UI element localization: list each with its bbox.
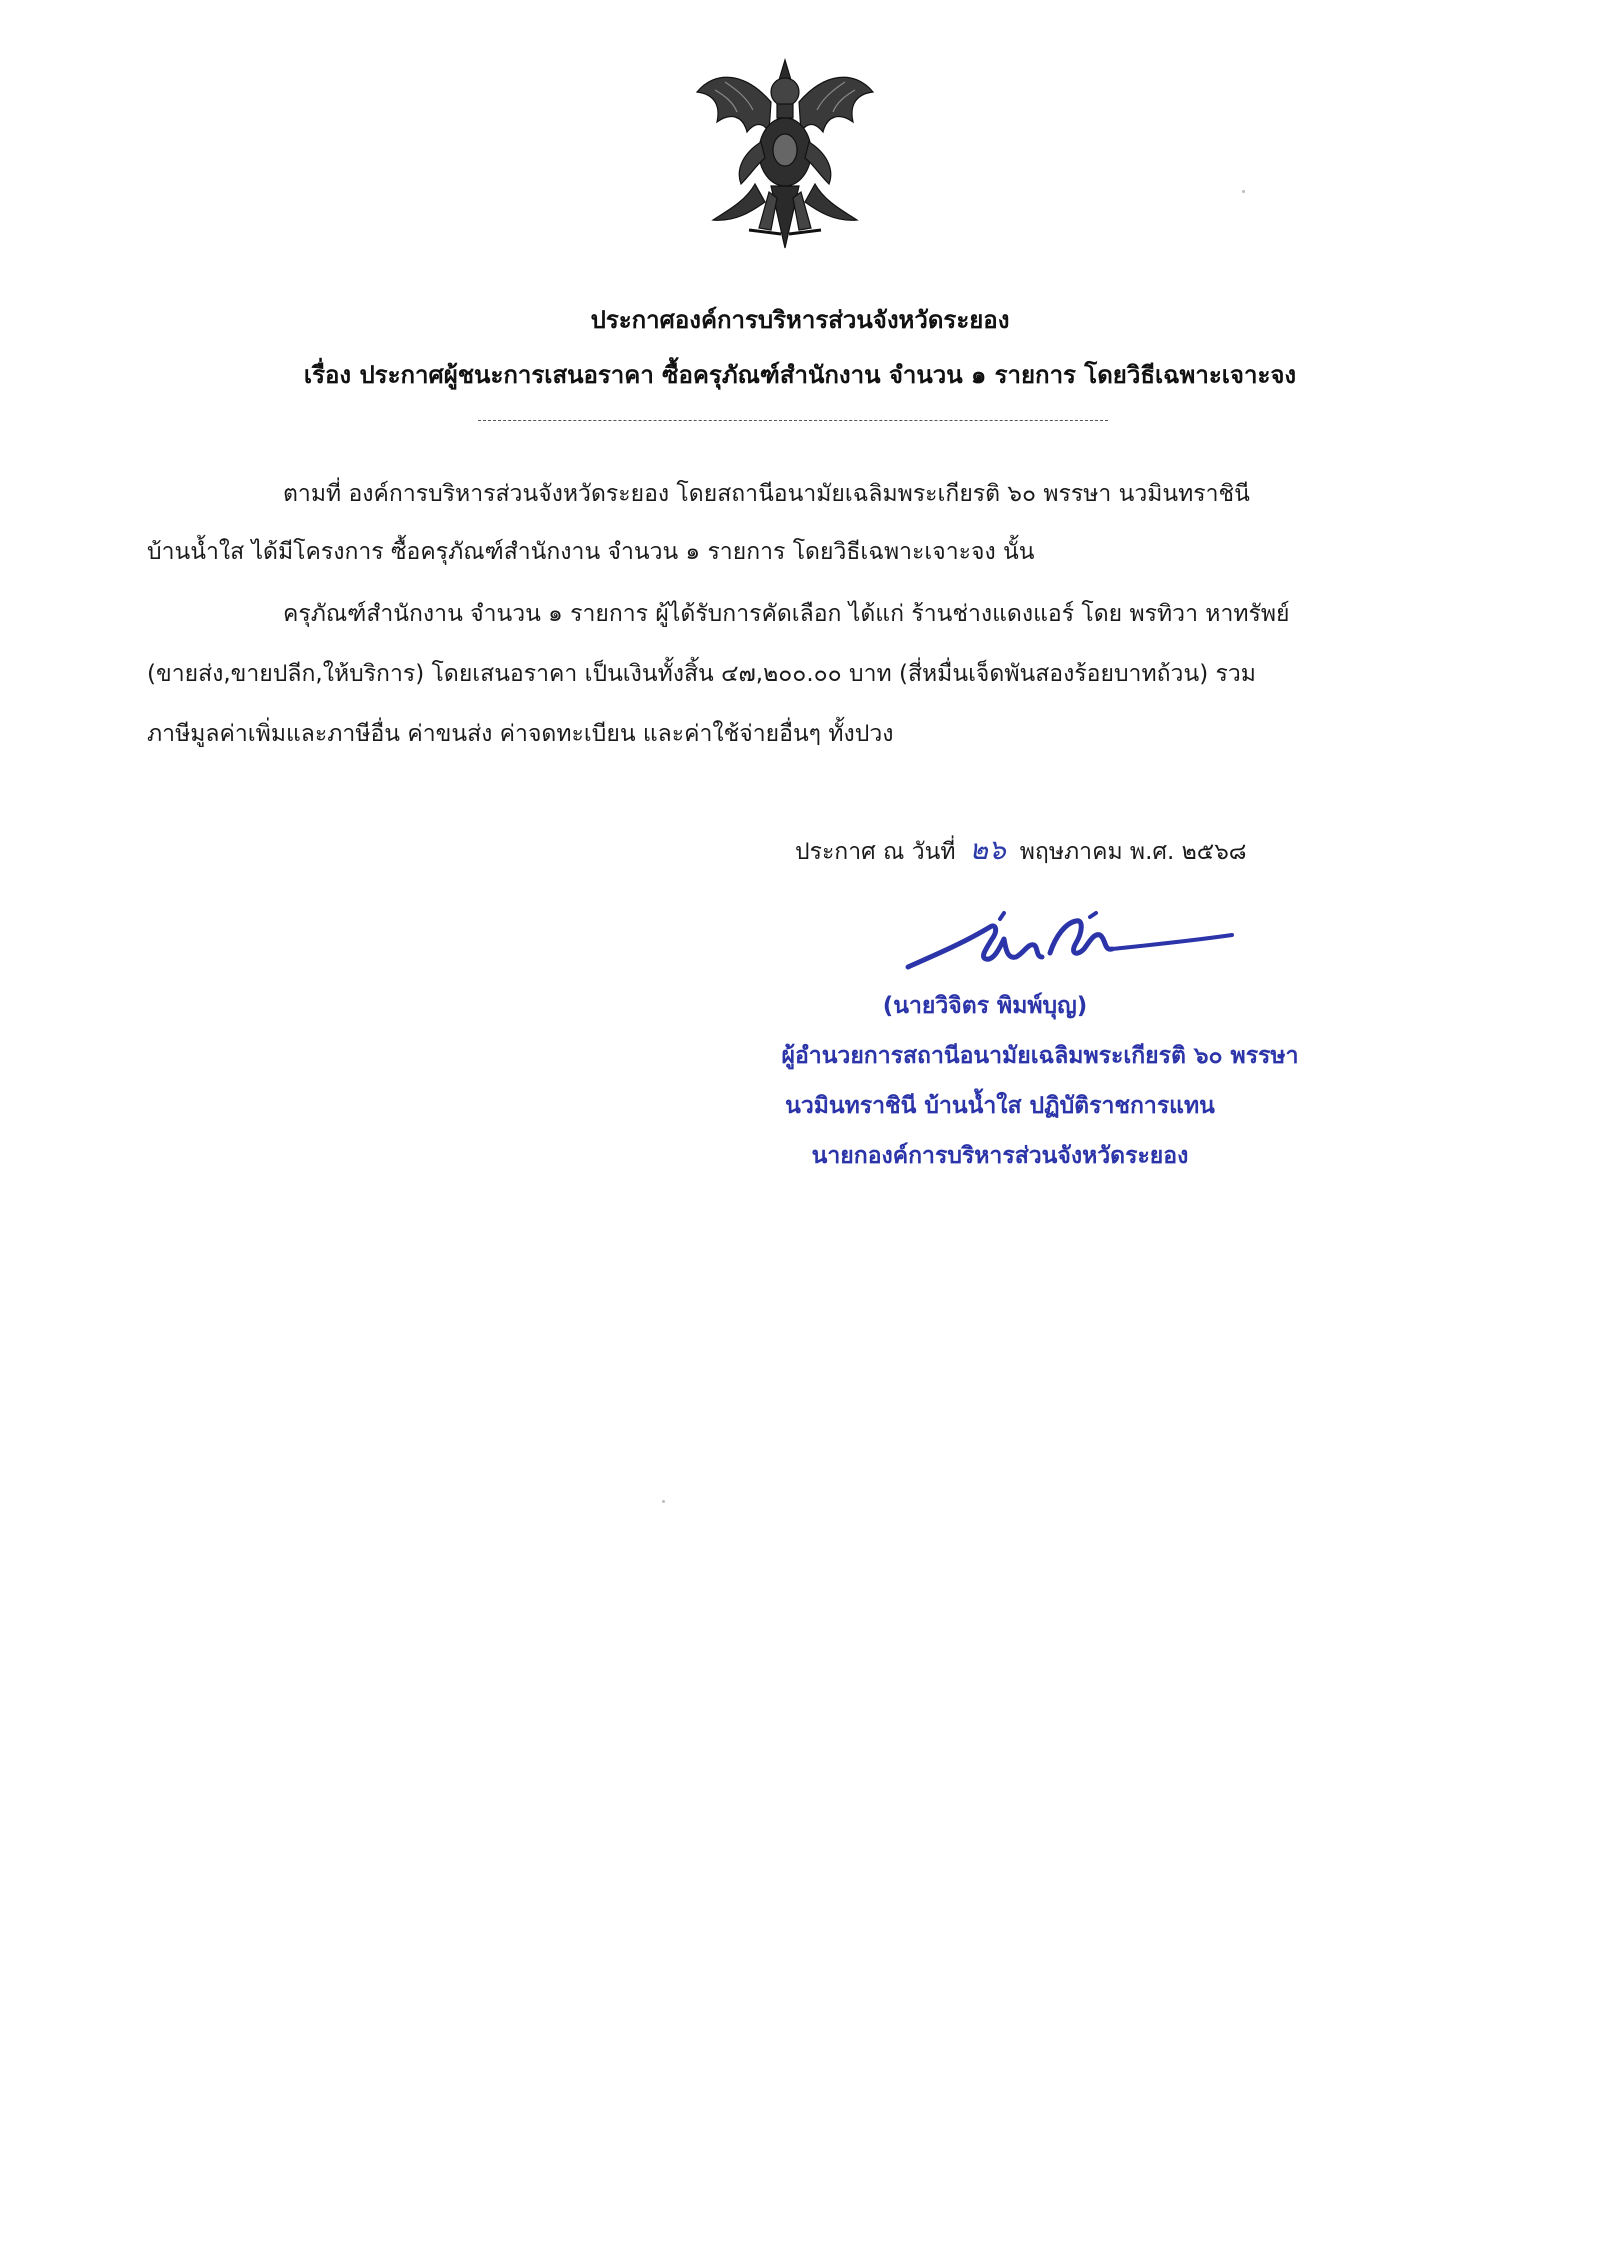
body-paragraph-1-line-2: บ้านน้ำใส ได้มีโครงการ ซื้อครุภัณฑ์สำนักงาน จำนวน ๑ รายการ โดยวิธีเฉพาะเจาะจง นั้น (147, 539, 1035, 565)
signatory-name: (นายวิจิตร พิมพ์บุญ) (882, 993, 1088, 1019)
announcement-subject: เรื่อง ประกาศผู้ชนะการเสนอราคา ซื้อครุภัณฑ์สำนักงาน จำนวน ๑ รายการ โดยวิธีเฉพาะเจาะจง (303, 361, 1297, 389)
announcement-title: ประกาศองค์การบริหารส่วนจังหวัดระยอง (590, 306, 1010, 334)
signatory-position-line-1: ผู้อำนวยการสถานีอนามัยเฉลิมพระเกียรติ ๖๐ พรรษา (781, 1043, 1299, 1069)
date-prefix: ประกาศ ณ วันที่ (795, 839, 956, 865)
body-paragraph-2-line-3: ภาษีมูลค่าเพิ่มและภาษีอื่น ค่าขนส่ง ค่าจดทะเบียน และค่าใช้จ่ายอื่นๆ ทั้งปวง (147, 721, 894, 747)
date-day: ๒๖ (969, 833, 1006, 866)
date-month-year: พฤษภาคม พ.ศ. ๒๕๖๘ (1019, 839, 1247, 865)
body-paragraph-2-line-1: ครุภัณฑ์สำนักงาน จำนวน ๑ รายการ ผู้ได้รับการคัดเลือก ได้แก่ ร้านช่างแดงแอร์ โดย พรทิวา หาทรัพย์ (283, 601, 1290, 627)
body-paragraph-2-line-2: (ขายส่ง,ขายปลีก,ให้บริการ) โดยเสนอราคา เป็นเงินทั้งสิ้น ๔๗,๒๐๐.๐๐ บาท (สี่หมื่นเจ็ดพันสองร้อยบาทถ้วน) รวม (147, 661, 1256, 687)
scan-artifact (1242, 190, 1245, 193)
handwritten-signature-icon (900, 905, 1240, 985)
body-paragraph-1-line-1: ตามที่ องค์การบริหารส่วนจังหวัดระยอง โดยสถานีอนามัยเฉลิมพระเกียรติ ๖๐ พรรษา นวมินทราชินี (283, 481, 1250, 507)
signatory-position-line-2: นวมินทราชินี บ้านน้ำใส ปฏิบัติราชการแทน (785, 1093, 1215, 1119)
scan-artifact (662, 1500, 665, 1503)
signatory-position-line-3: นายกองค์การบริหารส่วนจังหวัดระยอง (811, 1143, 1189, 1169)
announcement-date (795, 828, 1247, 872)
divider-line (478, 420, 1108, 421)
garuda-emblem-icon (685, 52, 885, 262)
